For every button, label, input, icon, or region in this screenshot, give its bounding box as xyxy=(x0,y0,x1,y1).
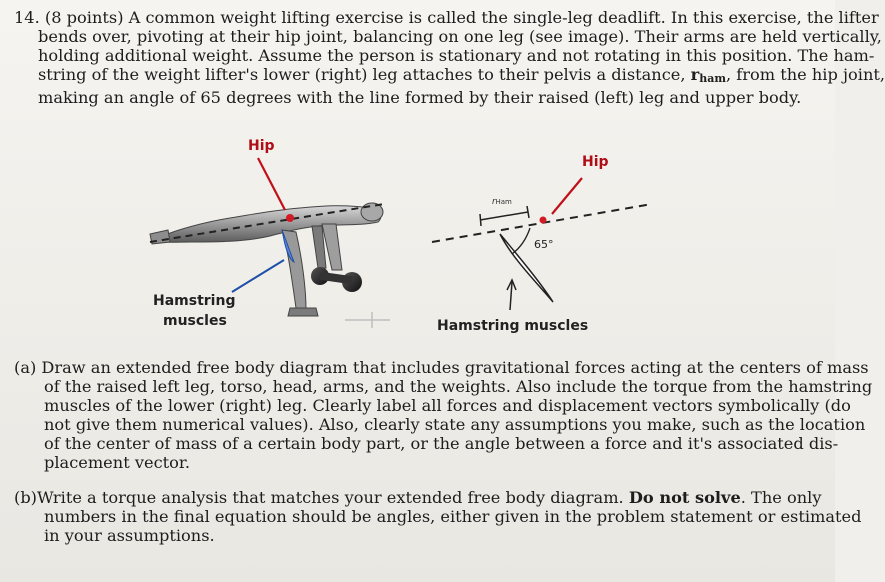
part-b-line-2: numbers in the final equation should be angles, either given in the problem statement or estimated xyxy=(44,507,862,526)
right-hip-dot xyxy=(540,217,547,224)
standing-foot xyxy=(288,308,318,316)
problem-line-1: 14. (8 points) A common weight lifting exercise is called the single-leg deadlift. In this exercise, the lifter xyxy=(14,8,879,27)
angle-arc xyxy=(512,228,530,254)
left-hamstring-label-1: Hamstring xyxy=(153,293,236,309)
left-hamstring-arrow xyxy=(232,260,284,292)
body-outline xyxy=(158,206,381,243)
r-ham-bar xyxy=(480,212,528,220)
part-b-line-3: in your assumptions. xyxy=(44,526,215,545)
right-hamstring-label: Hamstring muscles xyxy=(437,318,589,334)
problem-statement xyxy=(14,8,885,107)
r-ham-label: rHam xyxy=(492,197,512,207)
dumbbell xyxy=(311,267,362,292)
left-hip-arrow xyxy=(258,158,285,210)
problem-line-4: string of the weight lifter's lower (right) leg attaches to their pelvis a distance, rham, from the hip joint, xyxy=(38,65,885,85)
part-a-line-5: of the center of mass of a certain body part, or the angle between a force and it's associated dis- xyxy=(44,434,839,453)
left-hip-label: Hip xyxy=(248,138,275,154)
problem-line-2: bends over, pivoting at their hip joint, balancing on one leg (see image). Their arms are held vertically, xyxy=(38,27,882,46)
part-a-line-4: not give them numerical values). Also, clearly state any assumptions you make, such as the location xyxy=(44,415,866,434)
deadlift-figure xyxy=(0,130,835,340)
do-not-solve-emphasis: Do not solve xyxy=(628,488,741,507)
part-a-line-1: (a) Draw an extended free body diagram that includes gravitational forces acting at the centers of mass xyxy=(14,358,869,377)
r-ham-symbol: rham xyxy=(690,65,726,85)
left-hamstring-label-2: muscles xyxy=(163,313,227,329)
part-a-line-2: of the raised left leg, torso, head, arms, and the weights. Also include the torque from the hamstring xyxy=(44,377,873,396)
part-a-line-6: placement vector. xyxy=(44,453,190,472)
figure-drawing xyxy=(0,130,835,340)
left-hip-dot xyxy=(286,214,294,222)
hamstring-pointer xyxy=(510,282,512,310)
problem-line-5: making an angle of 65 degrees with the line formed by their raised (left) leg and upper body. xyxy=(38,88,802,107)
problem-line-3: holding additional weight. Assume the person is stationary and not rotating in this position. The ham- xyxy=(38,46,875,65)
problem-number: 14. xyxy=(14,8,40,27)
question-parts xyxy=(14,358,873,545)
right-hip-arrow xyxy=(552,178,582,214)
angle-label: 65° xyxy=(534,238,554,251)
part-a-line-3: muscles of the lower (right) leg. Clearly label all forces and displacement vectors symbolically (do xyxy=(44,396,851,415)
right-hip-label: Hip xyxy=(582,154,609,170)
part-b-line-1: (b)Write a torque analysis that matches your extended free body diagram. Do not solve. The only xyxy=(14,488,822,507)
crosshair-mark xyxy=(345,312,390,328)
